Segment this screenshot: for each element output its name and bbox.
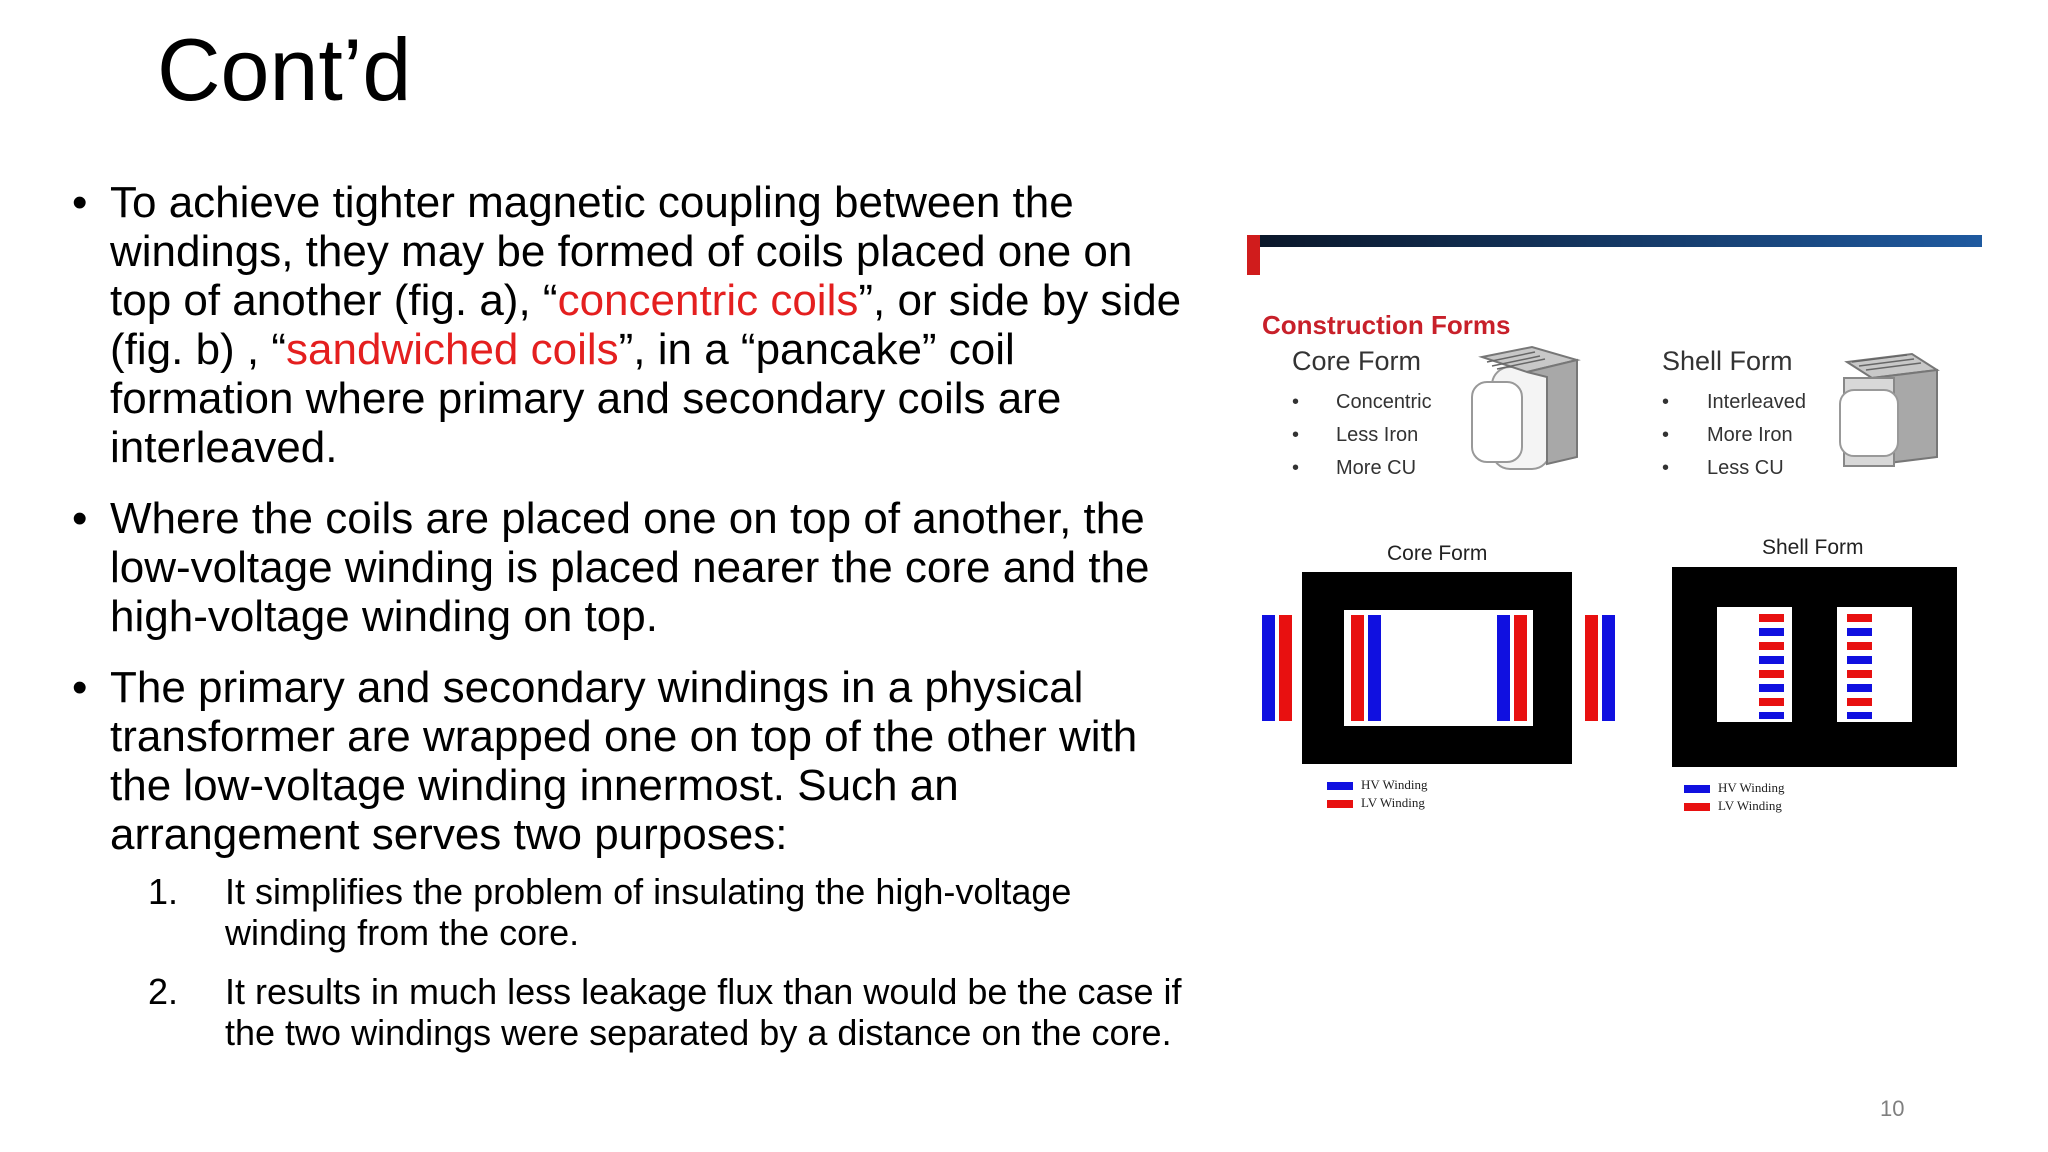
page-number: 10 (1880, 1096, 1905, 1121)
svg-text:•: • (1292, 391, 1300, 413)
legend-lv-label: LV Winding (1718, 798, 1782, 813)
shell-form-diagram (1672, 567, 1957, 767)
sublist-number: 1. (148, 871, 179, 912)
hv-winding (1497, 615, 1510, 721)
header-accent (1247, 235, 1260, 275)
core-form-3d-icon (1472, 347, 1577, 469)
sublist-text: It results in much less leakage flux than would be the case if the two windings were separated by a distance on the core. (225, 971, 1182, 1053)
lv-winding (1514, 615, 1527, 721)
hv-winding (1602, 615, 1615, 721)
bullet-text: To achieve tighter magnetic coupling between the windings, they may be formed of coils placed one on top of another (fig. a), “ (110, 178, 1133, 325)
core-form-item: Less Iron (1336, 424, 1419, 446)
shell-form-3d-icon (1840, 354, 1937, 466)
bullet-text: ”, in a “pancake” coil formation where primary and secondary coils are interleaved. (110, 325, 1062, 472)
bullet-list (72, 178, 1202, 1075)
svg-text:•: • (1292, 424, 1300, 446)
shell-diagram-legend (1684, 780, 1785, 813)
core-form-diagram (1262, 572, 1615, 764)
svg-text:•: • (1662, 391, 1670, 413)
shell-form-list (1662, 391, 1806, 479)
bullet-item (72, 663, 1202, 1053)
shell-diagram-label: Shell Form (1762, 536, 1864, 559)
hv-winding (1262, 615, 1275, 721)
legend-hv-label: HV Winding (1361, 777, 1428, 792)
sublist-text: It simplifies the problem of insulating the high-voltage winding from the core. (225, 871, 1072, 953)
shell-form-item: Less CU (1707, 457, 1784, 479)
core-form-title: Core Form (1292, 346, 1422, 376)
highlight-term: sandwiched coils (286, 325, 619, 374)
lv-winding (1279, 615, 1292, 721)
svg-text:•: • (1662, 457, 1670, 479)
core-form-item: More CU (1336, 457, 1417, 479)
svg-text:•: • (1662, 424, 1670, 446)
core-form-item: Concentric (1336, 391, 1432, 413)
sublist-item (110, 971, 1202, 1053)
legend-lv-label: LV Winding (1361, 795, 1425, 810)
lv-winding (1351, 615, 1364, 721)
shell-form-item: More Iron (1707, 424, 1793, 446)
core-form-list (1292, 391, 1432, 479)
shell-form-title: Shell Form (1662, 346, 1793, 376)
hv-winding (1368, 615, 1381, 721)
legend-hv-label: HV Winding (1718, 780, 1785, 795)
shell-form-item: Interleaved (1707, 391, 1806, 413)
construction-forms-figure (1247, 232, 1982, 832)
slide-title: Cont’d (157, 20, 412, 119)
sublist-item (110, 871, 1202, 953)
numbered-sublist (110, 871, 1202, 1053)
sublist-number: 2. (148, 971, 179, 1012)
header-band (1247, 235, 1982, 247)
core-diagram-label: Core Form (1387, 542, 1488, 565)
highlight-term: concentric coils (557, 276, 859, 325)
figure-heading: Construction Forms (1262, 310, 1511, 340)
svg-text:•: • (1292, 457, 1300, 479)
lv-winding (1585, 615, 1598, 721)
bullet-text: ”, or side by side (fig. b) , “ (110, 276, 1182, 374)
bullet-text: The primary and secondary windings in a physical transformer are wrapped one on top of the other with the low-voltage winding innermost. Such an arrangement serves two purposes: (110, 663, 1138, 859)
bullet-item (72, 178, 1202, 472)
bullet-item (72, 494, 1202, 641)
bullet-text: Where the coils are placed one on top of another, the low-voltage winding is placed nearer the core and the high-voltage winding on top. (110, 494, 1150, 641)
core-diagram-legend (1327, 777, 1428, 810)
construction-forms-diagram (1247, 232, 1982, 832)
